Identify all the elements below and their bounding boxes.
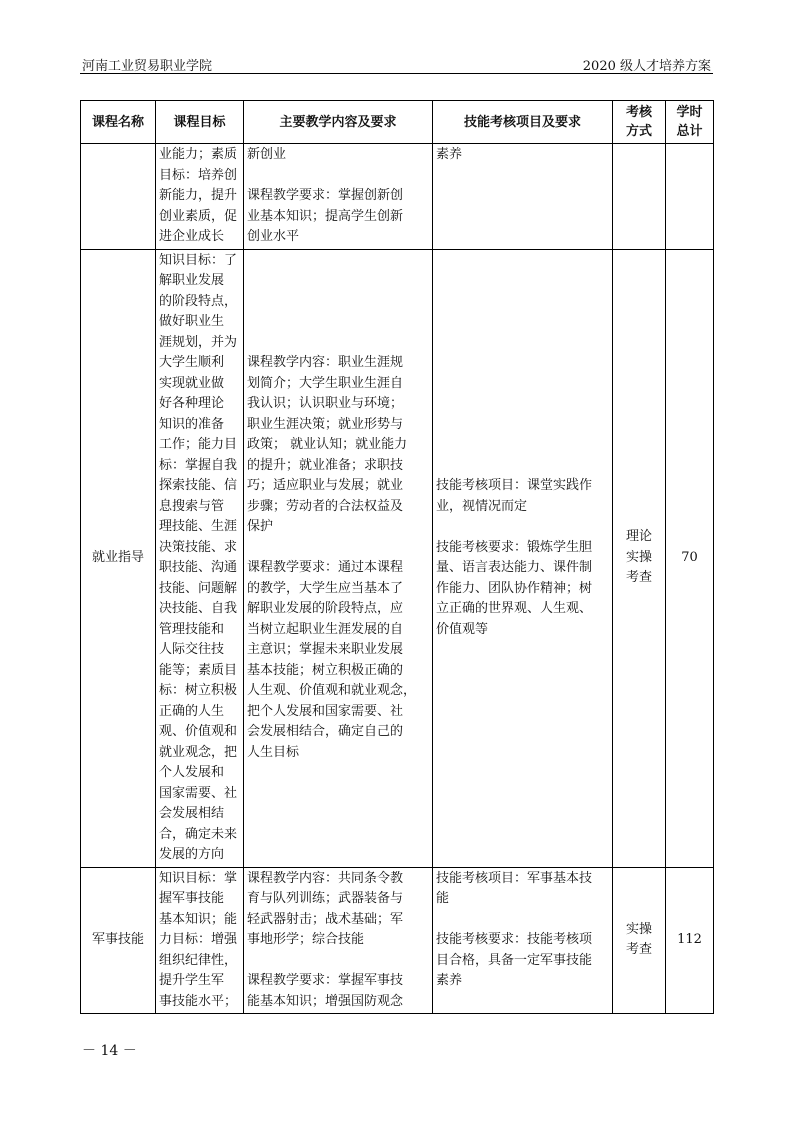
- course-hours: 70: [666, 249, 714, 867]
- col-hours: 学时 总计: [666, 101, 714, 144]
- col-method: 考核 方式: [613, 101, 666, 144]
- table-row: [81, 249, 714, 867]
- header-school: 河南工业贸易职业学院: [82, 59, 213, 74]
- course-content: 新创业 课程教学要求：掌握创新创 业基本知识；提高学生创新 创业水平: [244, 144, 433, 250]
- header-rule: [80, 73, 713, 74]
- course-goal: 业能力；素质 目标：培养创 新能力，提升 创业素质，促 进企业成长: [156, 144, 244, 250]
- course-method: [613, 144, 666, 250]
- course-name: 军事技能: [81, 867, 156, 1014]
- course-skill: 素养: [433, 144, 613, 250]
- header-program: 2020 级人才培养方案: [582, 59, 711, 74]
- course-hours: [666, 144, 714, 250]
- course-content: 课程教学内容：职业生涯规 划简介；大学生职业生涯自 我认识；认识职业与环境； 职业生涯决策；就业形势与 政策； 就业认知；就业能力 的提升；就业准备；求职技 巧；适应职业与发展；就业 步骤；劳动者的合法权益及 保护 课程教学要求：通过本课程 的教学，大学生应当基本了 解职业发展的阶段特点，应 当树立起职业生涯发展的自 主意识；掌握未来职业发展 基本技能；树立积极正确的 人生观、价值观和就业观念， 把个人发展和国家需要、社 会发展相结合，确定自己的 人生目标: [244, 249, 433, 867]
- course-method: 实操 考查: [613, 867, 666, 1014]
- table-header-row: [81, 101, 714, 144]
- course-name: 就业指导: [81, 249, 156, 867]
- col-course-name: 课程名称: [81, 101, 156, 144]
- course-method: 理论 实操 考查: [613, 249, 666, 867]
- page-number: － 14 －: [82, 1043, 137, 1059]
- col-content: 主要教学内容及要求: [244, 101, 433, 144]
- table-row: [81, 144, 714, 250]
- col-course-goal: 课程目标: [156, 101, 244, 144]
- table-row: [81, 867, 714, 1014]
- course-skill: 技能考核项目：军事基本技 能 技能考核要求：技能考核项 目合格，具备一定军事技能 素养: [433, 867, 613, 1014]
- course-hours: 112: [666, 867, 714, 1014]
- col-skill: 技能考核项目及要求: [433, 101, 613, 144]
- course-name: [81, 144, 156, 250]
- course-content: 课程教学内容：共同条令教 育与队列训练；武器装备与 轻武器射击；战术基础；军 事地形学；综合技能 课程教学要求：掌握军事技 能基本知识；增强国防观念: [244, 867, 433, 1014]
- course-goal: 知识目标：掌 握军事技能 基本知识；能 力目标：增强 组织纪律性， 提升学生军 事技能水平；: [156, 867, 244, 1014]
- course-table: [80, 100, 714, 1014]
- course-goal: 知识目标：了 解职业发展 的阶段特点， 做好职业生 涯规划，并为 大学生顺利 实现就业做 好各种理论 知识的准备 工作；能力目 标：掌握自我 探索技能、信 息搜索与管 理技能、生涯 决策技能、求 职技能、沟通 技能、问题解 决技能、自我 管理技能和 人际交往技 能等；素质目 标：树立积极 正确的人生 观、价值观和 就业观念，把 个人发展和 国家需要、社 会发展相结 合，确定未来 发展的方向: [156, 249, 244, 867]
- course-skill: 技能考核项目：课堂实践作 业，视情况而定 技能考核要求：锻炼学生胆 量、语言表达能力、课件制 作能力、团队协作精神；树 立正确的世界观、人生观、 价值观等: [433, 249, 613, 867]
